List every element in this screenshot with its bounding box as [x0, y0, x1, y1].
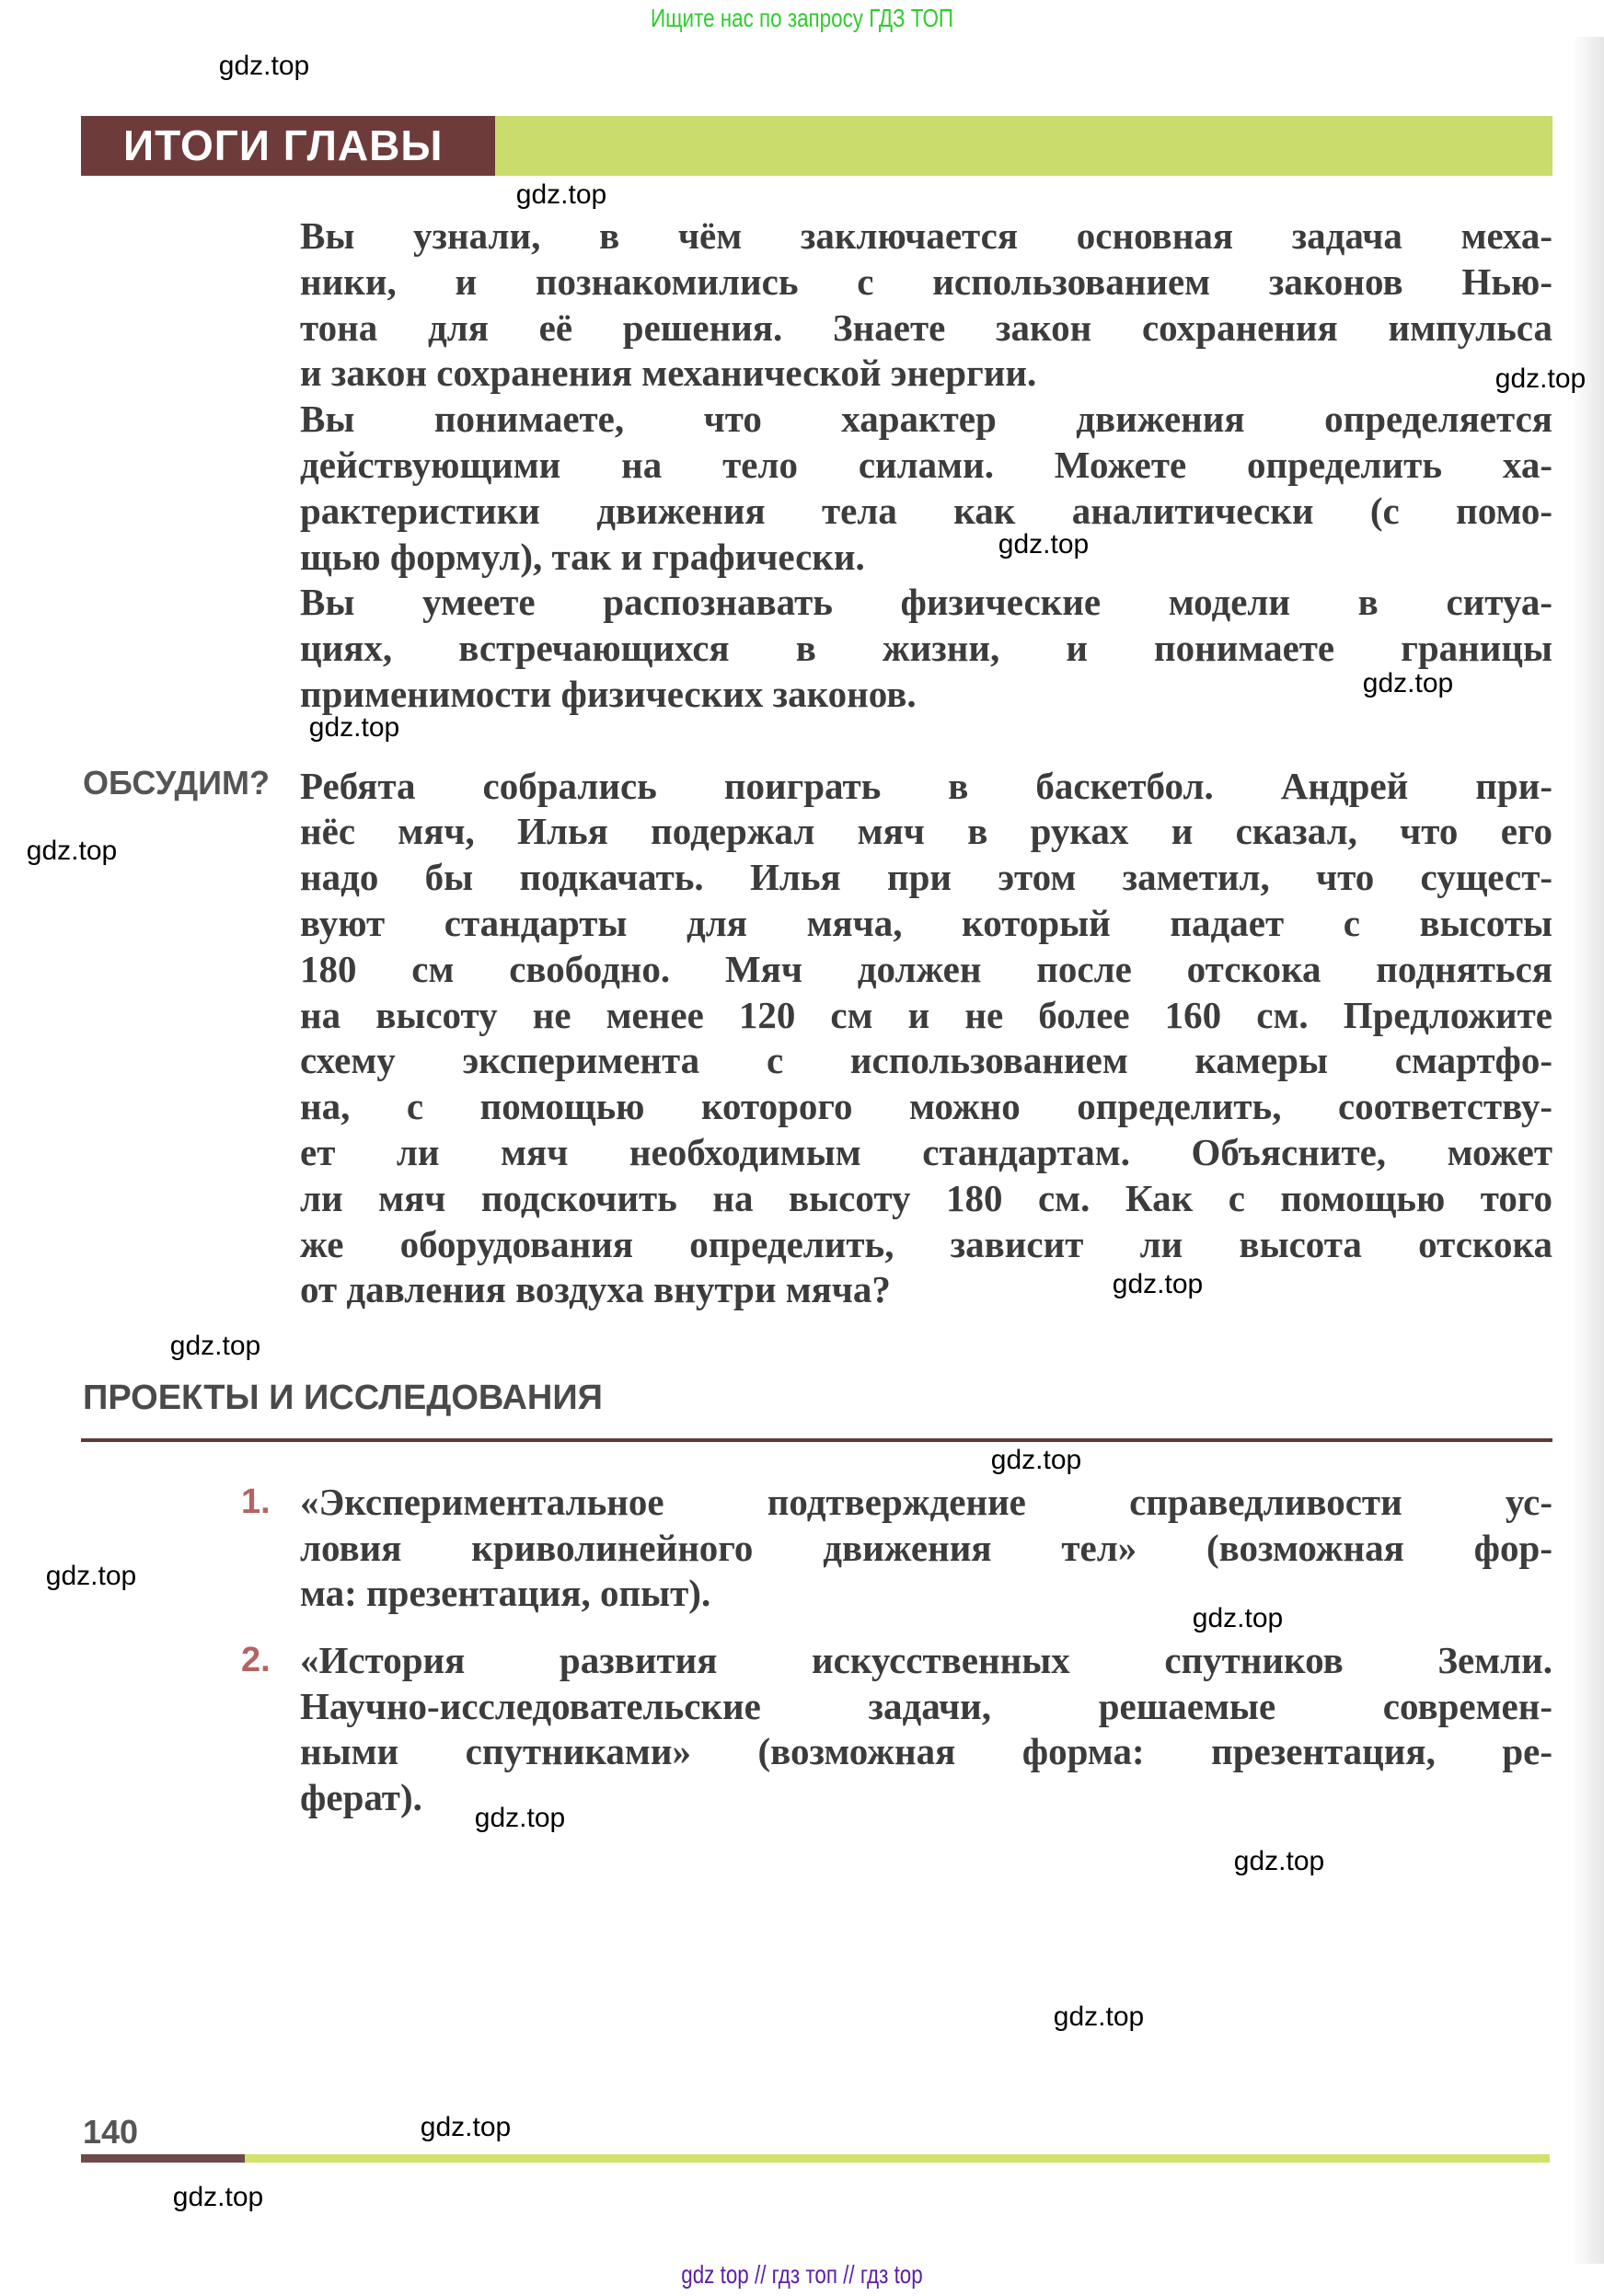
- text-line: на высоту не менее 120 см и не более 160 см. Предложите: [300, 993, 1552, 1036]
- watermark-text: gdz.top: [169, 1331, 261, 1361]
- chapter-summary-band: [81, 116, 1552, 176]
- text-line: «Экспериментальное подтверждение справедливости ус-: [300, 1481, 1552, 1523]
- text-line: рактеристики движения тела как аналитически (с помо-: [300, 489, 1552, 532]
- text-line: применимости физических законов.: [300, 673, 917, 715]
- watermark-text: gdz.top: [474, 1803, 566, 1833]
- watermark-text: gdz.top: [1192, 1603, 1284, 1633]
- watermark-text: gdz.top: [990, 1445, 1082, 1475]
- chapter-summary-heading: ИТОГИ ГЛАВЫ: [81, 116, 495, 176]
- text-line: надо бы подкачать. Илья при этом заметил, что сущест-: [300, 856, 1552, 899]
- watermark-text: gdz.top: [218, 51, 310, 81]
- watermark-text: gdz.top: [1494, 363, 1587, 394]
- text-line: на, с помощью которого можно определить, соответству-: [300, 1085, 1552, 1128]
- discuss-label: ОБСУДИМ?: [83, 764, 270, 802]
- text-line: циях, встречающихся в жизни, и понимаете границы: [300, 627, 1552, 670]
- text-line: тона для её решения. Знаете закон сохранения импульса: [300, 306, 1552, 349]
- text-line: действующими на тело силами. Можете определить ха-: [300, 444, 1552, 486]
- projects-heading: ПРОЕКТЫ И ИССЛЕДОВАНИЯ: [83, 1379, 603, 1417]
- project-number: 2.: [241, 1641, 271, 1679]
- text-line: схему эксперимента с использованием камеры смартфо-: [300, 1039, 1552, 1082]
- bottom-banner[interactable]: gdz top // гдз топ // гдз top: [681, 2260, 923, 2289]
- text-line: Вы понимаете, что характер движения определяется: [300, 398, 1552, 441]
- projects-divider: [81, 1438, 1552, 1442]
- watermark-text: gdz.top: [1053, 2002, 1145, 2032]
- watermark-text: gdz.top: [172, 2182, 264, 2212]
- text-line: ловия криволинейного движения тел» (возможная фор-: [300, 1526, 1552, 1569]
- text-line: Вы умеете распознавать физические модели в ситуа-: [300, 581, 1552, 624]
- text-line: «История развития искусственных спутников Земли.: [300, 1639, 1552, 1681]
- watermark-text: gdz.top: [420, 2112, 512, 2142]
- text-line: ферат).: [300, 1775, 422, 1818]
- text-line: Научно-исследовательские задачи, решаемые современ-: [300, 1684, 1552, 1727]
- watermark-text: gdz.top: [1112, 1269, 1204, 1299]
- page-number: 140: [83, 2113, 139, 2151]
- text-line: Вы узнали, в чём заключается основная задача меха-: [300, 214, 1552, 257]
- text-line: и закон сохранения механической энергии.: [300, 352, 1037, 395]
- footer-bar-accent: [81, 2154, 245, 2163]
- watermark-text: gdz.top: [515, 179, 607, 210]
- text-line: ли мяч подскочить на высоту 180 см. Как с помощью того: [300, 1176, 1552, 1219]
- text-line: вуют стандарты для мяча, который падает с высоты: [300, 902, 1552, 944]
- watermark-text: gdz.top: [998, 529, 1090, 560]
- project-number: 1.: [241, 1483, 271, 1521]
- text-line: ет ли мяч необходимым стандартам. Объясните, может: [300, 1131, 1552, 1173]
- text-line: же оборудования определить, зависит ли высота отскока: [300, 1222, 1552, 1265]
- watermark-text: gdz.top: [1362, 668, 1454, 698]
- text-line: от давления воздуха внутри мяча?: [300, 1268, 891, 1311]
- text-line: ма: презентация, опыт).: [300, 1572, 711, 1614]
- text-line: Ребята собрались поиграть в баскетбол. Андрей при-: [300, 764, 1552, 807]
- top-search-banner[interactable]: Ищите нас по запросу ГДЗ ТОП: [651, 4, 953, 32]
- text-line: 180 см свободно. Мяч должен после отскока подняться: [300, 947, 1552, 990]
- text-line: нёс мяч, Илья подержал мяч в руках и сказал, что его: [300, 810, 1552, 853]
- footer-bar: [81, 2154, 1550, 2163]
- watermark-text: gdz.top: [45, 1561, 137, 1591]
- text-line: ники, и познакомились с использованием законов Нью-: [300, 260, 1552, 303]
- watermark-text: gdz.top: [26, 836, 118, 866]
- text-line: щью формул), так и графически.: [300, 535, 865, 578]
- text-line: ными спутниками» (возможная форма: презентация, ре-: [300, 1730, 1552, 1772]
- watermark-text: gdz.top: [1233, 1846, 1325, 1876]
- watermark-text: gdz.top: [308, 712, 400, 743]
